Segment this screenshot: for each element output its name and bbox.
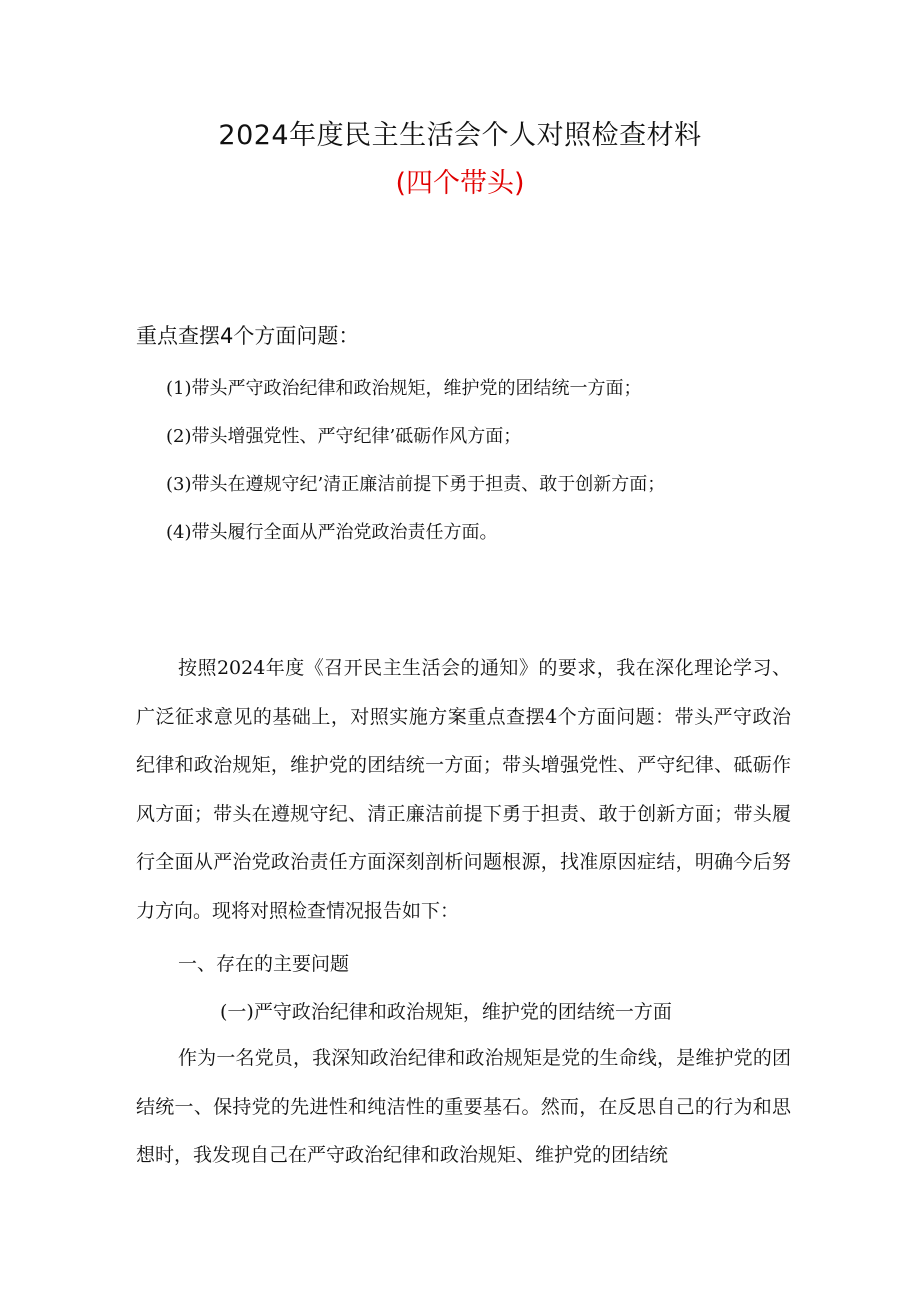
issue-item-2: (2)带头增强党性、严守纪律’砥砺作风方面； <box>166 426 522 447</box>
section-heading: 重点查摆4个方面问题： <box>136 324 360 348</box>
issue-item-3: (3)带头在遵规守纪’清正廉洁前提下勇于担责、敢于创新方面； <box>166 474 666 495</box>
document-title: 2024年度民主生活会个人对照检查材料 <box>218 120 702 151</box>
document-subtitle: (四个带头) <box>395 168 525 199</box>
issue-item-1: (1)带头严守政治纪律和政治规矩，维护党的团结统一方面； <box>166 378 642 399</box>
heading-main-problems: 一、存在的主要问题 <box>178 953 350 975</box>
intro-paragraph: 按照2024年度《召开民主生活会的通知》的要求，我在深化理论学习、广泛征求意见的基础上，对照实施方案重点查摆4个方面问题：带头严守政治纪律和政治规矩，维护党的团结统一方面；带头增强党性、严守纪律、砥砺作风方面；带头在遵规守纪、清正廉洁前提下勇于担责、敢于创新方面；带头履行全面从严治党政治责任方面深刻剖析问题根源，找准原因症结，明确今后努力方向。现将对照检查情况报告如下： <box>136 657 791 922</box>
heading-political-discipline: (一)严守政治纪律和政治规矩，维护党的团结统一方面 <box>220 1001 672 1023</box>
issue-item-4: (4)带头履行全面从严治党政治责任方面。 <box>166 522 498 543</box>
body-paragraph: 作为一名党员，我深知政治纪律和政治规矩是党的生命线，是维护党的团结统一、保持党的先进性和纯洁性的重要基石。然而，在反思自己的行为和思想时，我发现自己在严守政治纪律和政治规矩、维护党的团结统 <box>136 1047 791 1166</box>
issues-list <box>166 369 665 561</box>
